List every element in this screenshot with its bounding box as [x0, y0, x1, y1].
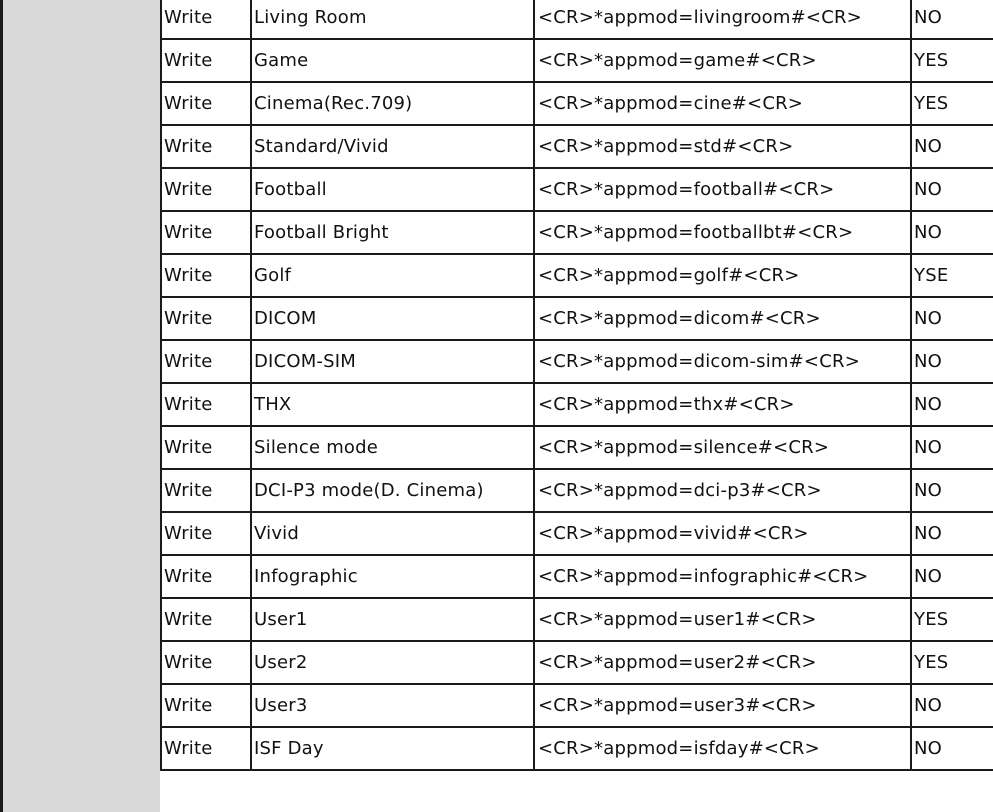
- mode-cell: Standard/Vivid: [251, 125, 534, 168]
- mode-cell: Cinema(Rec.709): [251, 82, 534, 125]
- operation-cell: Write: [161, 555, 251, 598]
- command-cell: <CR>*appmod=football#<CR>: [534, 168, 911, 211]
- flag-cell: NO: [911, 469, 993, 512]
- mode-cell: Football Bright: [251, 211, 534, 254]
- table-row: [161, 426, 993, 469]
- flag-cell: YES: [911, 82, 993, 125]
- flag-cell: NO: [911, 426, 993, 469]
- flag-cell: YSE: [911, 254, 993, 297]
- table-row: [161, 82, 993, 125]
- mode-cell: Infographic: [251, 555, 534, 598]
- table-row: [161, 0, 993, 39]
- command-cell: <CR>*appmod=isfday#<CR>: [534, 727, 911, 770]
- flag-cell: NO: [911, 297, 993, 340]
- mode-cell: User1: [251, 598, 534, 641]
- command-cell: <CR>*appmod=user3#<CR>: [534, 684, 911, 727]
- command-cell: <CR>*appmod=livingroom#<CR>: [534, 0, 911, 39]
- flag-cell: NO: [911, 0, 993, 39]
- mode-cell: Football: [251, 168, 534, 211]
- command-cell: <CR>*appmod=user1#<CR>: [534, 598, 911, 641]
- table-row: [161, 39, 993, 82]
- table-row: [161, 598, 993, 641]
- operation-cell: Write: [161, 297, 251, 340]
- command-cell: <CR>*appmod=infographic#<CR>: [534, 555, 911, 598]
- flag-cell: NO: [911, 168, 993, 211]
- operation-cell: Write: [161, 684, 251, 727]
- operation-cell: Write: [161, 254, 251, 297]
- table-row: [161, 254, 993, 297]
- mode-cell: User2: [251, 641, 534, 684]
- table-row: [161, 727, 993, 770]
- mode-cell: DCI-P3 mode(D. Cinema): [251, 469, 534, 512]
- operation-cell: Write: [161, 340, 251, 383]
- operation-cell: Write: [161, 598, 251, 641]
- mode-cell: DICOM: [251, 297, 534, 340]
- operation-cell: Write: [161, 727, 251, 770]
- operation-cell: Write: [161, 426, 251, 469]
- operation-cell: Write: [161, 125, 251, 168]
- flag-cell: YES: [911, 598, 993, 641]
- mode-cell: User3: [251, 684, 534, 727]
- flag-cell: NO: [911, 211, 993, 254]
- command-cell: <CR>*appmod=dicom-sim#<CR>: [534, 340, 911, 383]
- flag-cell: NO: [911, 555, 993, 598]
- operation-cell: Write: [161, 469, 251, 512]
- operation-cell: Write: [161, 641, 251, 684]
- table-row: [161, 555, 993, 598]
- mode-cell: Golf: [251, 254, 534, 297]
- operation-cell: Write: [161, 0, 251, 39]
- table-row: [161, 641, 993, 684]
- mode-cell: DICOM-SIM: [251, 340, 534, 383]
- table-row: [161, 383, 993, 426]
- command-cell: <CR>*appmod=dicom#<CR>: [534, 297, 911, 340]
- operation-cell: Write: [161, 168, 251, 211]
- merged-category-cell: [3, 0, 160, 812]
- command-cell: <CR>*appmod=vivid#<CR>: [534, 512, 911, 555]
- flag-cell: NO: [911, 125, 993, 168]
- table-row: [161, 684, 993, 727]
- operation-cell: Write: [161, 82, 251, 125]
- table-row: [161, 340, 993, 383]
- flag-cell: NO: [911, 383, 993, 426]
- command-cell: <CR>*appmod=user2#<CR>: [534, 641, 911, 684]
- mode-cell: THX: [251, 383, 534, 426]
- command-cell: <CR>*appmod=thx#<CR>: [534, 383, 911, 426]
- table-row: [161, 297, 993, 340]
- command-cell: <CR>*appmod=silence#<CR>: [534, 426, 911, 469]
- table-row: [161, 512, 993, 555]
- flag-cell: NO: [911, 340, 993, 383]
- operation-cell: Write: [161, 383, 251, 426]
- mode-cell: Vivid: [251, 512, 534, 555]
- command-cell: <CR>*appmod=std#<CR>: [534, 125, 911, 168]
- mode-cell: Game: [251, 39, 534, 82]
- flag-cell: NO: [911, 727, 993, 770]
- command-table: [160, 0, 993, 771]
- command-cell: <CR>*appmod=footballbt#<CR>: [534, 211, 911, 254]
- flag-cell: NO: [911, 512, 993, 555]
- table-row: [161, 469, 993, 512]
- flag-cell: YES: [911, 39, 993, 82]
- command-cell: <CR>*appmod=game#<CR>: [534, 39, 911, 82]
- mode-cell: ISF Day: [251, 727, 534, 770]
- table-row: [161, 211, 993, 254]
- table-row: [161, 125, 993, 168]
- command-cell: <CR>*appmod=dci-p3#<CR>: [534, 469, 911, 512]
- mode-cell: Living Room: [251, 0, 534, 39]
- operation-cell: Write: [161, 39, 251, 82]
- operation-cell: Write: [161, 211, 251, 254]
- command-cell: <CR>*appmod=cine#<CR>: [534, 82, 911, 125]
- flag-cell: YES: [911, 641, 993, 684]
- flag-cell: NO: [911, 684, 993, 727]
- command-cell: <CR>*appmod=golf#<CR>: [534, 254, 911, 297]
- table-row: [161, 168, 993, 211]
- operation-cell: Write: [161, 512, 251, 555]
- mode-cell: Silence mode: [251, 426, 534, 469]
